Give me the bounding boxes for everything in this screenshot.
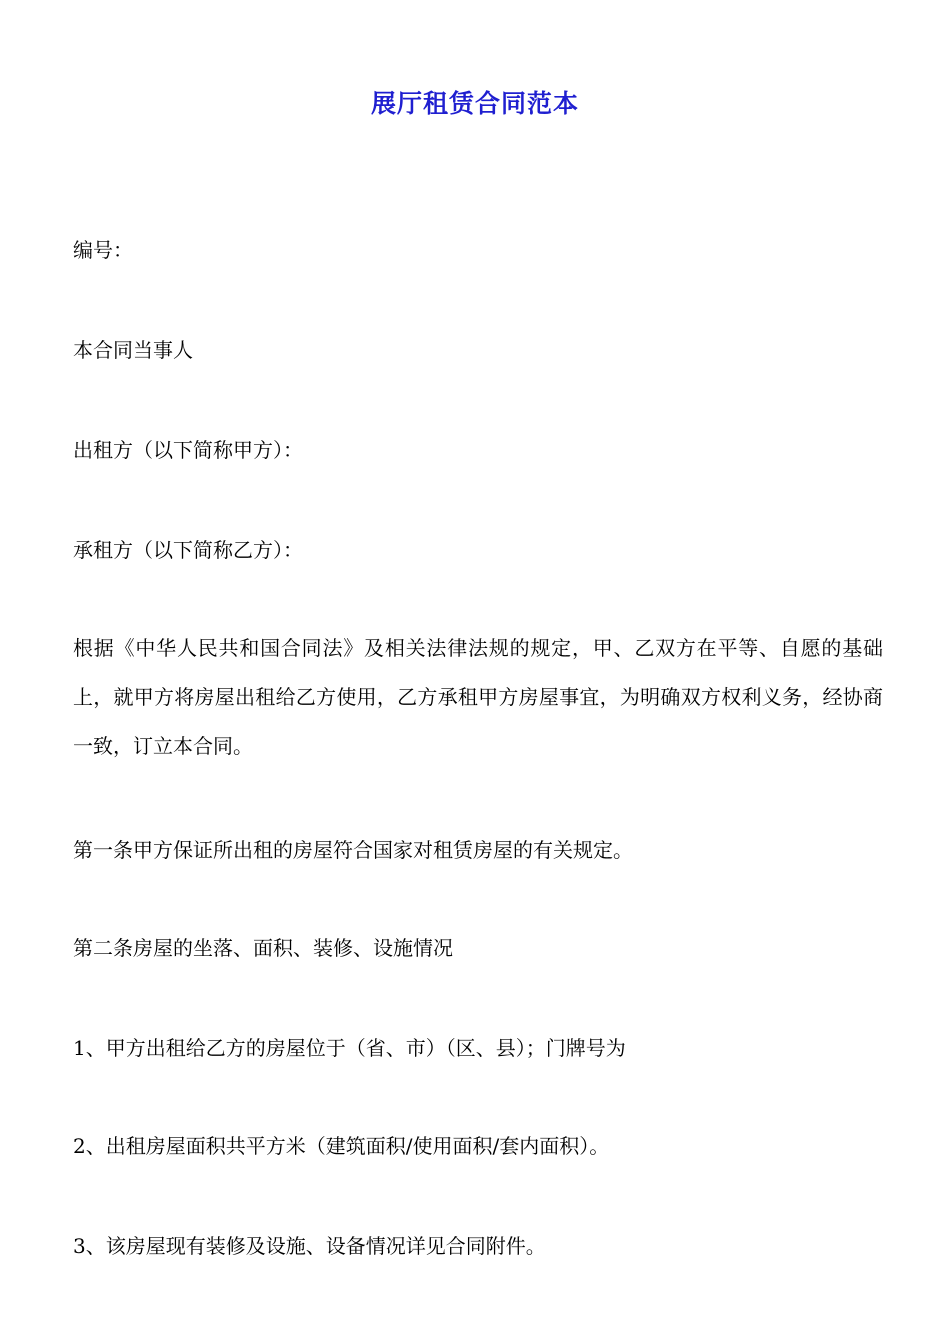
document-title: 展厅租赁合同范本 <box>370 89 579 118</box>
article-two-item-2: 2、出租房屋面积共平方米（建筑面积/使用面积/套内面积）。 <box>73 1134 610 1158</box>
article-two-heading: 第二条房屋的坐落、面积、装修、设施情况 <box>73 936 453 960</box>
parties-heading: 本合同当事人 <box>73 338 193 362</box>
article-two-item-3: 3、该房屋现有装修及设施、设备情况详见合同附件。 <box>73 1234 546 1258</box>
lessor-line: 出租方（以下简称甲方）： <box>73 438 303 462</box>
article-two-item-1: 1、甲方出租给乙方的房屋位于（省、市）（区、县）；门牌号为 <box>73 1036 626 1060</box>
article-one: 第一条甲方保证所出租的房屋符合国家对租赁房屋的有关规定。 <box>73 838 633 862</box>
contract-number-label: 编号： <box>73 238 133 262</box>
lessee-line: 承租方（以下简称乙方）： <box>73 538 303 562</box>
preamble-paragraph: 根据《中华人民共和国合同法》及相关法律法规的规定，甲、乙双方在平等、自愿的基础上，就甲方将房屋出租给乙方使用，乙方承租甲方房屋事宜，为明确双方权利义务，经协商一致，订立本合同。 <box>73 636 883 758</box>
